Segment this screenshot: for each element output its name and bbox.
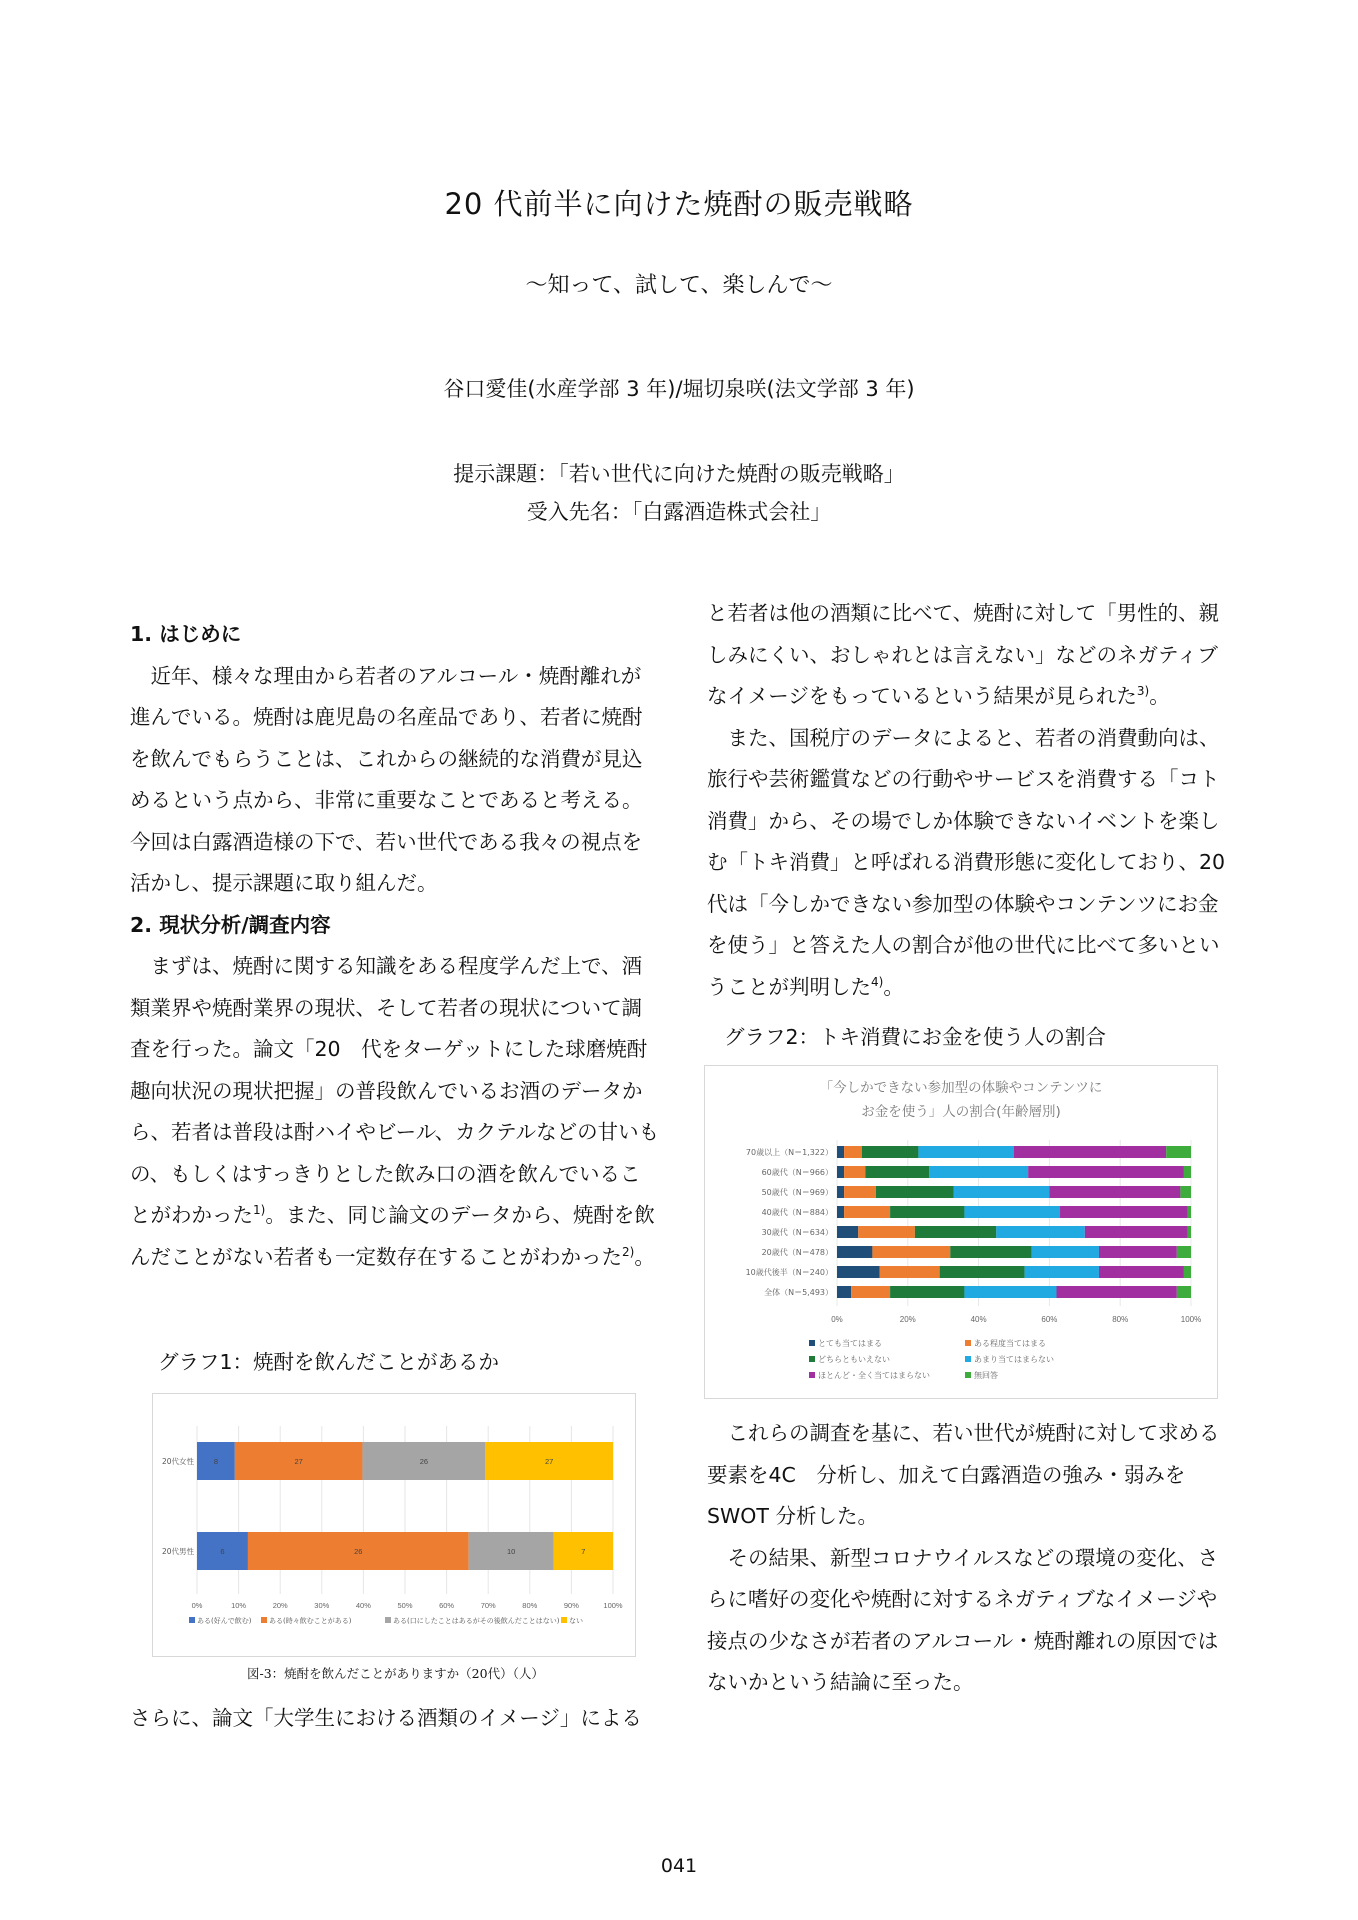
left-column-tail: [130, 1698, 660, 1740]
bar-segment: [879, 1266, 939, 1278]
bar-segment: [837, 1246, 872, 1258]
section-heading-intro: 1. はじめに: [130, 622, 242, 646]
legend-swatch: [965, 1340, 971, 1346]
toki-text-b: 。: [883, 974, 904, 999]
analysis-text-a: まずは、焼酎に関する知識をある程度学んだ上で、酒類業界や焼酎業界の現状、そして若者の現状について調査を行った。論文「20 代をターゲットにした球磨焼酎趣向状況の現状把握」の普段飲んでいるお酒のデータから、若者は普段は酎ハイやビール、カクテルなどの甘いもの、もしくはすっきりとした飲み口の酒を飲んでいることがわかった: [130, 954, 660, 1227]
intro-paragraph: 近年、様々な理由から若者のアルコール・焼酎離れが進んでいる。焼酎は鹿児島の名産品であり、若者に焼酎を飲んでもらうことは、これからの継続的な消費が見込めるという点から、非常に重要なことであると考える。今回は白露酒造様の下で、若い世代である我々の視点を活かし、提示課題に取り組んだ。: [130, 663, 643, 895]
bar-segment: [837, 1266, 879, 1278]
legend-swatch: [809, 1356, 815, 1362]
bar-segment: [890, 1286, 964, 1298]
bar-segment: [1056, 1286, 1176, 1298]
x-tick-label: 60%: [1041, 1315, 1058, 1324]
graph1-figure-caption: 図-3：焼酎を飲んだことがありますか（20代）（人）: [247, 1666, 544, 1681]
x-tick-label: 20%: [272, 1601, 288, 1610]
bar-segment: [1099, 1266, 1184, 1278]
x-tick-label: 70%: [480, 1601, 496, 1610]
ref-3: 3): [1136, 684, 1150, 699]
bar-segment: [837, 1186, 844, 1198]
graph2-caption: グラフ2：トキ消費にお金を使う人の割合: [724, 1025, 1107, 1049]
category-label: 20代女性: [161, 1457, 194, 1466]
bar-segment: [1028, 1166, 1184, 1178]
x-tick-label: 90%: [563, 1601, 579, 1610]
legend-swatch: [809, 1340, 815, 1346]
bar-segment: [837, 1166, 844, 1178]
data-label: 10: [506, 1547, 516, 1556]
legend-label: ない: [569, 1617, 583, 1625]
task-line: 提示課題：「若い世代に向けた焼酎の販売戦略」: [453, 462, 905, 486]
chart-title-line: お金を使う」人の割合(年齢層別): [861, 1104, 1061, 1120]
bar-segment: [837, 1226, 858, 1238]
category-label: 50歳代（N＝969）: [761, 1188, 833, 1197]
category-label: 30歳代（N＝634）: [761, 1228, 833, 1237]
bar-segment: [954, 1186, 1050, 1198]
bar-segment: [1187, 1206, 1191, 1218]
bar-segment: [837, 1146, 844, 1158]
graph1-chart: [153, 1394, 635, 1656]
legend-swatch: [965, 1356, 971, 1362]
bar-segment: [1014, 1146, 1166, 1158]
category-label: 20歳代（N＝478）: [761, 1248, 833, 1257]
bar-segment: [964, 1286, 1056, 1298]
ref-4: 4): [871, 974, 884, 989]
bar-segment: [876, 1186, 954, 1198]
legend-label: あまり当てはまらない: [974, 1355, 1054, 1364]
legend-swatch: [261, 1617, 267, 1623]
bar-segment: [844, 1146, 862, 1158]
left-column: [130, 614, 660, 1278]
bar-segment: [1166, 1146, 1191, 1158]
bar-segment: [940, 1266, 1025, 1278]
category-label: 全体（N＝5,493）: [764, 1288, 833, 1297]
bar-segment: [950, 1246, 1031, 1258]
analysis-paragraph: [130, 946, 660, 1278]
x-tick-label: 10%: [231, 1601, 247, 1610]
section-heading-analysis: 2. 現状分析/調査内容: [130, 912, 331, 937]
ref-2: 2): [622, 1244, 635, 1259]
bar-segment: [1060, 1206, 1187, 1218]
graph2-chart: [705, 1066, 1217, 1398]
data-label: 6: [220, 1547, 225, 1556]
legend-label: どちらともいえない: [818, 1355, 890, 1364]
legend-label: ある程度当てはまる: [974, 1339, 1046, 1348]
bar-segment: [1177, 1246, 1191, 1258]
bar-segment: [1177, 1286, 1191, 1298]
x-tick-label: 40%: [355, 1601, 371, 1610]
category-label: 70歳以上（N＝1,322）: [745, 1148, 833, 1157]
x-tick-label: 40%: [970, 1315, 987, 1324]
data-label: 26: [354, 1547, 363, 1556]
legend-label: ある(好んで飲む): [197, 1617, 252, 1625]
legend-label: とても当てはまる: [818, 1339, 882, 1348]
x-tick-label: 0%: [831, 1315, 843, 1324]
after-graph1-paragraph: さらに、論文「大学生における酒類のイメージ」による: [130, 1706, 642, 1730]
ref-1: 1): [253, 1203, 266, 1218]
x-tick-label: 20%: [899, 1315, 916, 1324]
category-label: 40歳代（N＝884）: [761, 1208, 833, 1217]
x-tick-label: 50%: [397, 1601, 413, 1610]
chart-title-line: 「今しかできない参加型の体験やコンテンツに: [819, 1080, 1103, 1096]
bar-segment: [996, 1226, 1085, 1238]
page-title: 20 代前半に向けた焼酎の販売戦略: [444, 187, 914, 221]
bar-segment: [851, 1286, 890, 1298]
legend-label: 無回答: [974, 1371, 998, 1380]
bar-segment: [915, 1226, 996, 1238]
graph1-caption: グラフ1：焼酎を飲んだことがあるか: [158, 1350, 500, 1374]
analysis-text-b: 。また、同じ論文のデータから、焼酎を飲んだことがない若者も一定数存在することがわかった: [130, 1203, 655, 1269]
x-tick-label: 80%: [1112, 1315, 1129, 1324]
x-tick-label: 0%: [191, 1601, 203, 1610]
bar-segment: [837, 1206, 844, 1218]
image-text-b: 。: [1149, 684, 1170, 708]
category-label: 20代男性: [161, 1547, 194, 1556]
bar-segment: [872, 1246, 950, 1258]
bar-segment: [918, 1146, 1014, 1158]
page-subtitle: ～知って、試して、楽しんで～: [525, 273, 833, 298]
task-info: [0, 455, 1358, 531]
legend-label: ほとんど・全く当てはまらない: [818, 1371, 930, 1380]
graph2-chart-box: [704, 1065, 1218, 1399]
bar-segment: [964, 1206, 1060, 1218]
right-column-top: [707, 593, 1246, 1008]
bar-segment: [1032, 1246, 1099, 1258]
x-tick-label: 30%: [314, 1601, 330, 1610]
bar-segment: [1025, 1266, 1099, 1278]
bar-segment: [1184, 1166, 1191, 1178]
data-label: 27: [294, 1457, 303, 1466]
x-tick-label: 80%: [522, 1601, 538, 1610]
toki-paragraph: [707, 718, 1246, 1009]
legend-swatch: [809, 1372, 815, 1378]
bar-segment: [1180, 1186, 1191, 1198]
toki-text-a: また、国税庁のデータによると、若者の消費動向は、旅行や芸術鑑賞などの行動やサービスを消費する「コト消費」から、その場でしか体験できないイベントを楽しむ「トキ消費」と呼ばれる消費形態に変化しており、20 代は「今しかできない参加型の体験やコンテンツにお金を使う」と答えた人の割合が他の世代に比べて多いということが判明した: [707, 725, 1246, 999]
data-label: 27: [545, 1457, 554, 1466]
graph1-chart-box: [152, 1393, 636, 1657]
bar-segment: [837, 1286, 851, 1298]
bar-segment: [1187, 1226, 1191, 1238]
legend-swatch: [561, 1617, 567, 1623]
x-tick-label: 60%: [439, 1601, 455, 1610]
page-number: 041: [660, 1855, 698, 1877]
legend-swatch: [965, 1372, 971, 1378]
bar-segment: [858, 1226, 915, 1238]
bar-segment: [1049, 1186, 1180, 1198]
category-label: 60歳代（N＝966）: [761, 1168, 833, 1177]
image-paragraph: [707, 593, 1237, 718]
legend-swatch: [385, 1617, 391, 1623]
legend-swatch: [189, 1617, 195, 1623]
bar-segment: [929, 1166, 1028, 1178]
authors: 谷口愛佳(水産学部 3 年)/堀切泉咲(法文学部 3 年): [443, 377, 915, 401]
bar-segment: [1085, 1226, 1188, 1238]
image-text-a: と若者は他の酒類に比べて、焼酎に対して「男性的、親しみにくい、おしゃれとは言えない」などのネガティブなイメージをもっているという結果が見られた: [707, 601, 1220, 708]
data-label: 26: [419, 1457, 429, 1466]
analysis-text-c: 。: [634, 1244, 655, 1269]
x-tick-label: 100%: [603, 1601, 623, 1610]
category-label: 10歳代後半（N＝240）: [745, 1268, 833, 1277]
legend-label: ある(口にしたことはあるがその後飲んだことはない): [393, 1617, 560, 1625]
bar-segment: [1099, 1246, 1177, 1258]
bar-segment: [844, 1206, 890, 1218]
conclusion-paragraph: その結果、新型コロナウイルスなどの環境の変化、さらに嗜好の変化や焼酎に対するネガティブなイメージや接点の少なさが若者のアルコール・焼酎離れの原因ではないかという結論に至った。: [707, 1545, 1219, 1694]
data-label: 8: [213, 1457, 218, 1466]
analysis-method-paragraph: これらの調査を基に、若い世代が焼酎に対して求める要素を4C 分析し、加えて白露酒造の強み・弱みを SWOT 分析した。: [707, 1421, 1220, 1528]
data-label: 7: [581, 1547, 586, 1556]
bar-segment: [1184, 1266, 1191, 1278]
right-column-bottom: [707, 1413, 1237, 1704]
bar-segment: [844, 1186, 876, 1198]
bar-segment: [890, 1206, 964, 1218]
legend-label: ある(時々飲むことがある): [269, 1617, 352, 1625]
bar-segment: [865, 1166, 929, 1178]
x-tick-label: 100%: [1180, 1315, 1202, 1324]
bar-segment: [844, 1166, 865, 1178]
host-line: 受入先名：「白露酒造株式会社」: [526, 500, 832, 524]
bar-segment: [862, 1146, 919, 1158]
